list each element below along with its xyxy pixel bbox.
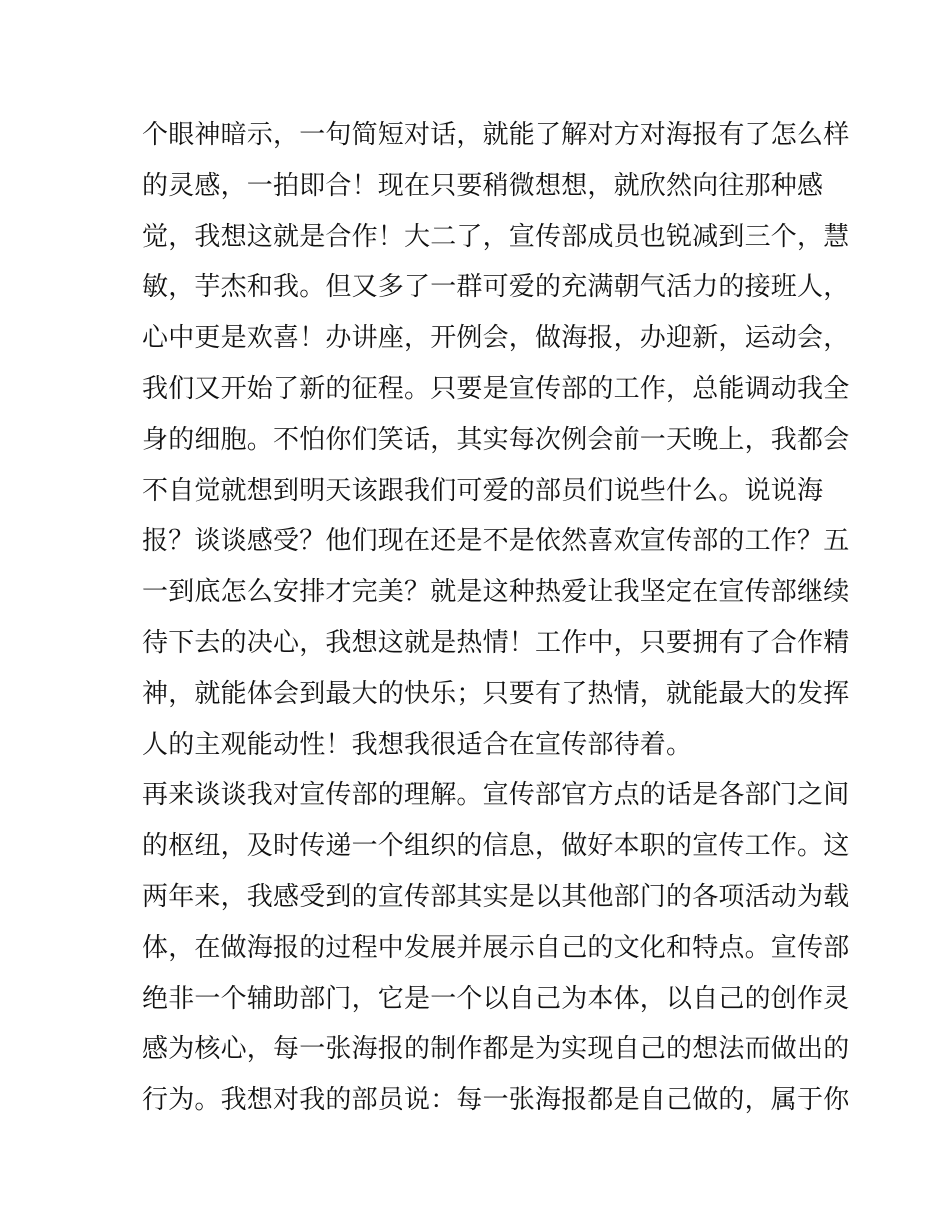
text-line: 神，就能体会到最大的快乐；只要有了热情，就能最大的发挥	[142, 678, 850, 709]
text-line: 待下去的决心，我想这就是热情！工作中，只要拥有了合作精	[142, 627, 850, 658]
text-line: 我们又开始了新的征程。只要是宣传部的工作，总能调动我全	[142, 373, 850, 404]
text-line: 不自觉就想到明天该跟我们可爱的部员们说些什么。说说海	[142, 475, 824, 506]
text-line: 报？谈谈感受？他们现在还是不是依然喜欢宣传部的工作？五	[142, 526, 850, 557]
text-line: 个眼神暗示，一句简短对话，就能了解对方对海报有了怎么样	[142, 120, 850, 150]
text-line: 的灵感，一拍即合！现在只要稍微想想，就欣然向往那种感	[142, 170, 824, 201]
text-line: 敏，芋杰和我。但又多了一群可爱的充满朝气活力的接班人，	[142, 272, 850, 303]
text-line: 两年来，我感受到的宣传部其实是以其他部门的各项活动为载	[142, 881, 850, 912]
document-body	[142, 110, 850, 1126]
text-line: 一到底怎么安排才完美？就是这种热爱让我坚定在宣传部继续	[142, 577, 850, 608]
text-line: 行为。我想对我的部员说：每一张海报都是自己做的，属于你	[142, 1085, 850, 1116]
text-line: 绝非一个辅助部门，它是一个以自己为本体，以自己的创作灵	[142, 983, 850, 1014]
text-line: 感为核心，每一张海报的制作都是为实现自己的想法而做出的	[142, 1034, 850, 1065]
text-line: 的枢纽，及时传递一个组织的信息，做好本职的宣传工作。这	[142, 831, 850, 862]
text-line: 人的主观能动性！我想我很适合在宣传部待着。	[142, 729, 693, 760]
text-line: 体，在做海报的过程中发展并展示自己的文化和特点。宣传部	[142, 932, 850, 963]
text-line: 身的细胞。不怕你们笑话，其实每次例会前一天晚上，我都会	[142, 424, 850, 455]
text-line: 再来谈谈我对宣传部的理解。宣传部官方点的话是各部门之间	[142, 780, 850, 811]
text-line: 心中更是欢喜！办讲座，开例会，做海报，办迎新，运动会，	[142, 323, 850, 354]
text-line: 觉，我想这就是合作！大二了，宣传部成员也锐减到三个，慧	[142, 221, 850, 252]
